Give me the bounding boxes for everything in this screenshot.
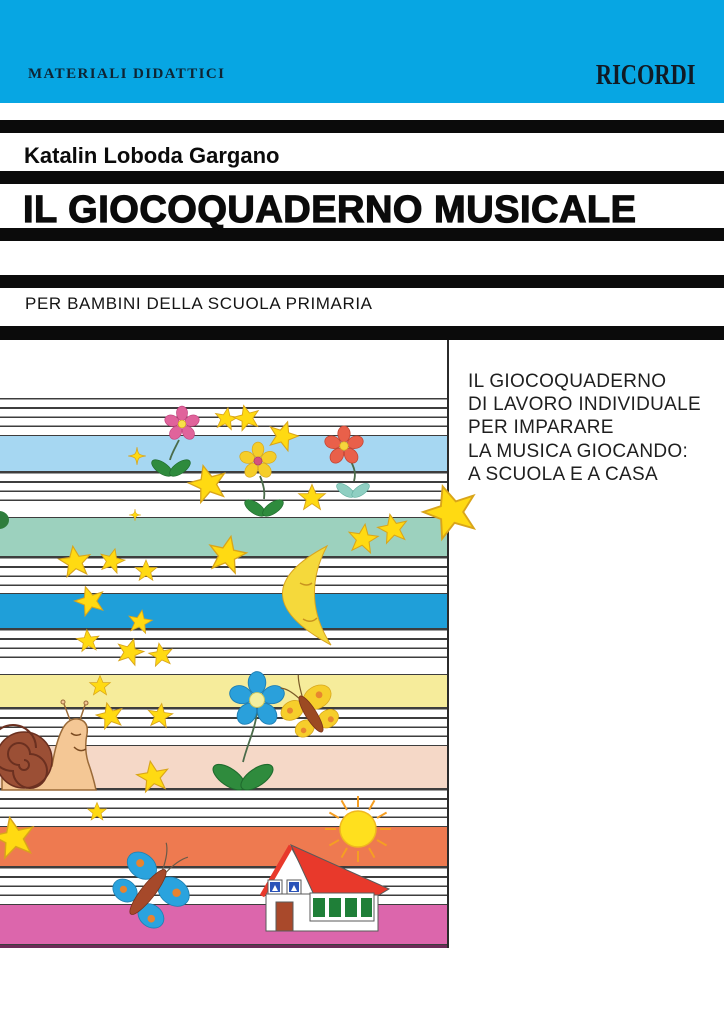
- black-bar: [0, 120, 724, 133]
- tagline-line: IL GIOCOQUADERNO: [468, 371, 667, 392]
- sun-icon: [325, 796, 391, 862]
- book-subtitle: PER BAMBINI DELLA SCUOLA PRIMARIA: [25, 294, 373, 313]
- book-title: IL GIOCOQUADERNO MUSICALE: [23, 189, 637, 231]
- illustration-art: [0, 340, 480, 948]
- tagline-line: LA MUSICA GIOCANDO:: [468, 440, 689, 462]
- tagline-line: PER IMPARARE: [468, 417, 614, 439]
- author-name: Katalin Loboda Gargano: [24, 143, 280, 168]
- leaves-icon: [334, 481, 371, 500]
- yellow-flower-icon: [238, 442, 278, 480]
- leaves-icon: [149, 457, 193, 480]
- publisher-logo: RICORDI: [595, 60, 695, 91]
- coral-flower-icon: [323, 426, 365, 466]
- series-label: MATERIALI DIDATTICI: [28, 66, 226, 82]
- leaves-icon: [242, 497, 286, 520]
- tagline-line: DI LAVORO INDIVIDUALE: [468, 394, 701, 416]
- blue-butterfly-icon: [102, 828, 210, 937]
- leaf-icon: [0, 511, 9, 529]
- leaves-icon: [209, 760, 277, 795]
- blue-flower-icon: [227, 672, 286, 728]
- black-bar: [0, 171, 724, 184]
- snail-icon: [0, 700, 96, 790]
- tagline-line: A SCUOLA E A CASA: [468, 463, 658, 485]
- stars: [0, 402, 480, 859]
- black-bar: [0, 275, 724, 288]
- yellow-butterfly-icon: [268, 665, 347, 746]
- black-bar: [0, 326, 724, 340]
- moon-icon: [282, 546, 331, 645]
- tagline: [468, 370, 713, 486]
- house-icon: [262, 845, 389, 931]
- pink-flower-icon: [163, 406, 200, 442]
